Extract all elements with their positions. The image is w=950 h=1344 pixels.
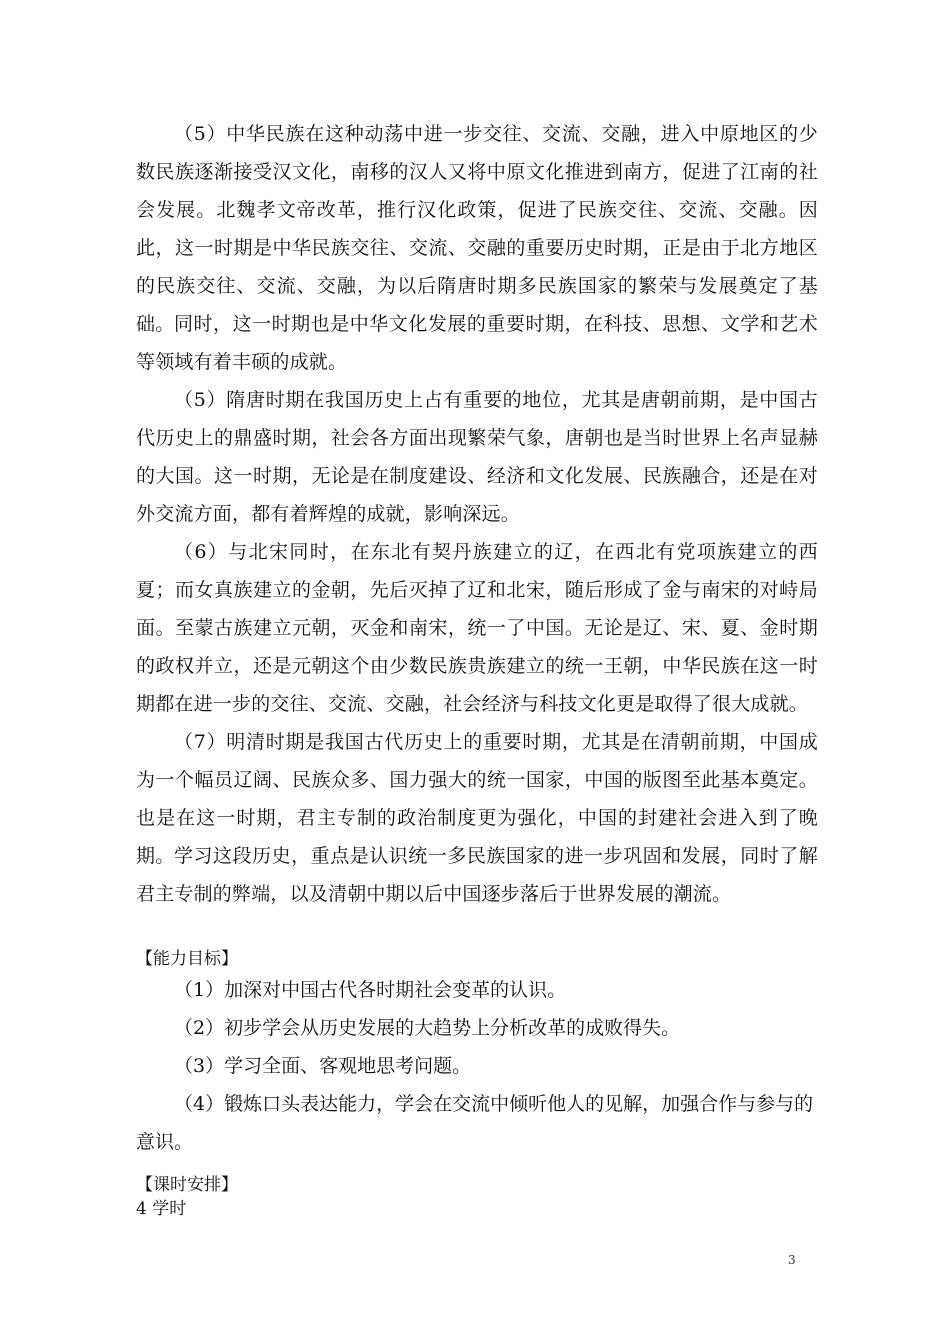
ability-item-3: （3）学习全面、客观地思考问题。 (174, 1055, 472, 1077)
paragraph-7-ming-qing: （7）明清时期是我国古代历史上的重要时期，尤其是在清朝前期，中国成为一个幅员辽阔、民族众多、国力强大的统一国家，中国的版图至此基本奠定。也是在这一时期，君主专制的政治制度更为强化，中国的封建社会进入到了晚期。 (136, 731, 818, 867)
ability-item-2: （2）初步学会从历史发展的大趋势上分析改革的成败得失。 (174, 1017, 681, 1039)
ability-item-4: （4）锻炼口头表达能力，学会在交流中倾听他人的见解，加强合作与参与的意识。 (136, 1093, 814, 1153)
ability-goals-heading: 【能力目标】 (136, 949, 238, 969)
paragraph-5-sui-tang: （5）隋唐时期在我国历史上占有重要的地位，尤其是唐朝前期，是中国古代历史上的鼎盛时期，社会各方面出现繁荣气象，唐朝也是当时世界上名声显赫的大国。这一时期，无论是在制度建设、经济和文化发展、民族融合，还是在对外交流方面，都有着辉煌的成就，影响深远。 (136, 389, 818, 525)
paragraph-5-wei-jin: （5）中华民族在这种动荡中进一步交往、交流、交融，进入中原地区的少数民族逐渐接受汉文化，南移的汉人又将中原文化推进到南方，促进了江南的社会发展。北魏孝文帝改革，推行汉化政策，促进了民族交往、交流、交融。因此，这一时期是中华民族交往、交流、交融的重要历史时期，正是由于北方地区的民族交往、交流、交融，为以后隋唐时期多民族国家的繁荣与发展奠定了基础。 (136, 123, 818, 335)
paragraph-6-liao-song: （6）与北宋同时，在东北有契丹族建立的辽，在西北有党项族建立的西夏；而女真族建立的金朝，先后灭掉了辽和北宋，随后形成了金与南宋的对峙局面。至蒙古族建立元朝，灭金和南宋，统一了中国。无论是辽、宋、夏、金时期的政权并立，还是元朝这个由少数民族贵族建立的统一王朝，中华民族在这一时期都在进一步的交往、交流、交融，社会经济与科技文化更是取得了很大成就。 (136, 541, 818, 715)
schedule-hours: 4 学时 (136, 1199, 187, 1219)
schedule-heading: 【课时安排】 (136, 1175, 238, 1195)
ability-item-1: （1）加深对中国古代各时期社会变革的认识。 (174, 979, 567, 1001)
paragraph-culture-period: 同时，这一时期也是中华文化发展的重要时期，在科技、思想、文学和艺术等领域有着丰硕的成就。 (136, 313, 818, 373)
paragraph-study-focus: 学习这段历史，重点是认识统一多民族国家的进一步巩固和发展，同时了解君主专制的弊端，以及清朝中期以后中国逐步落后于世界发展的潮流。 (136, 845, 818, 905)
page-number: 3 (788, 1253, 796, 1267)
